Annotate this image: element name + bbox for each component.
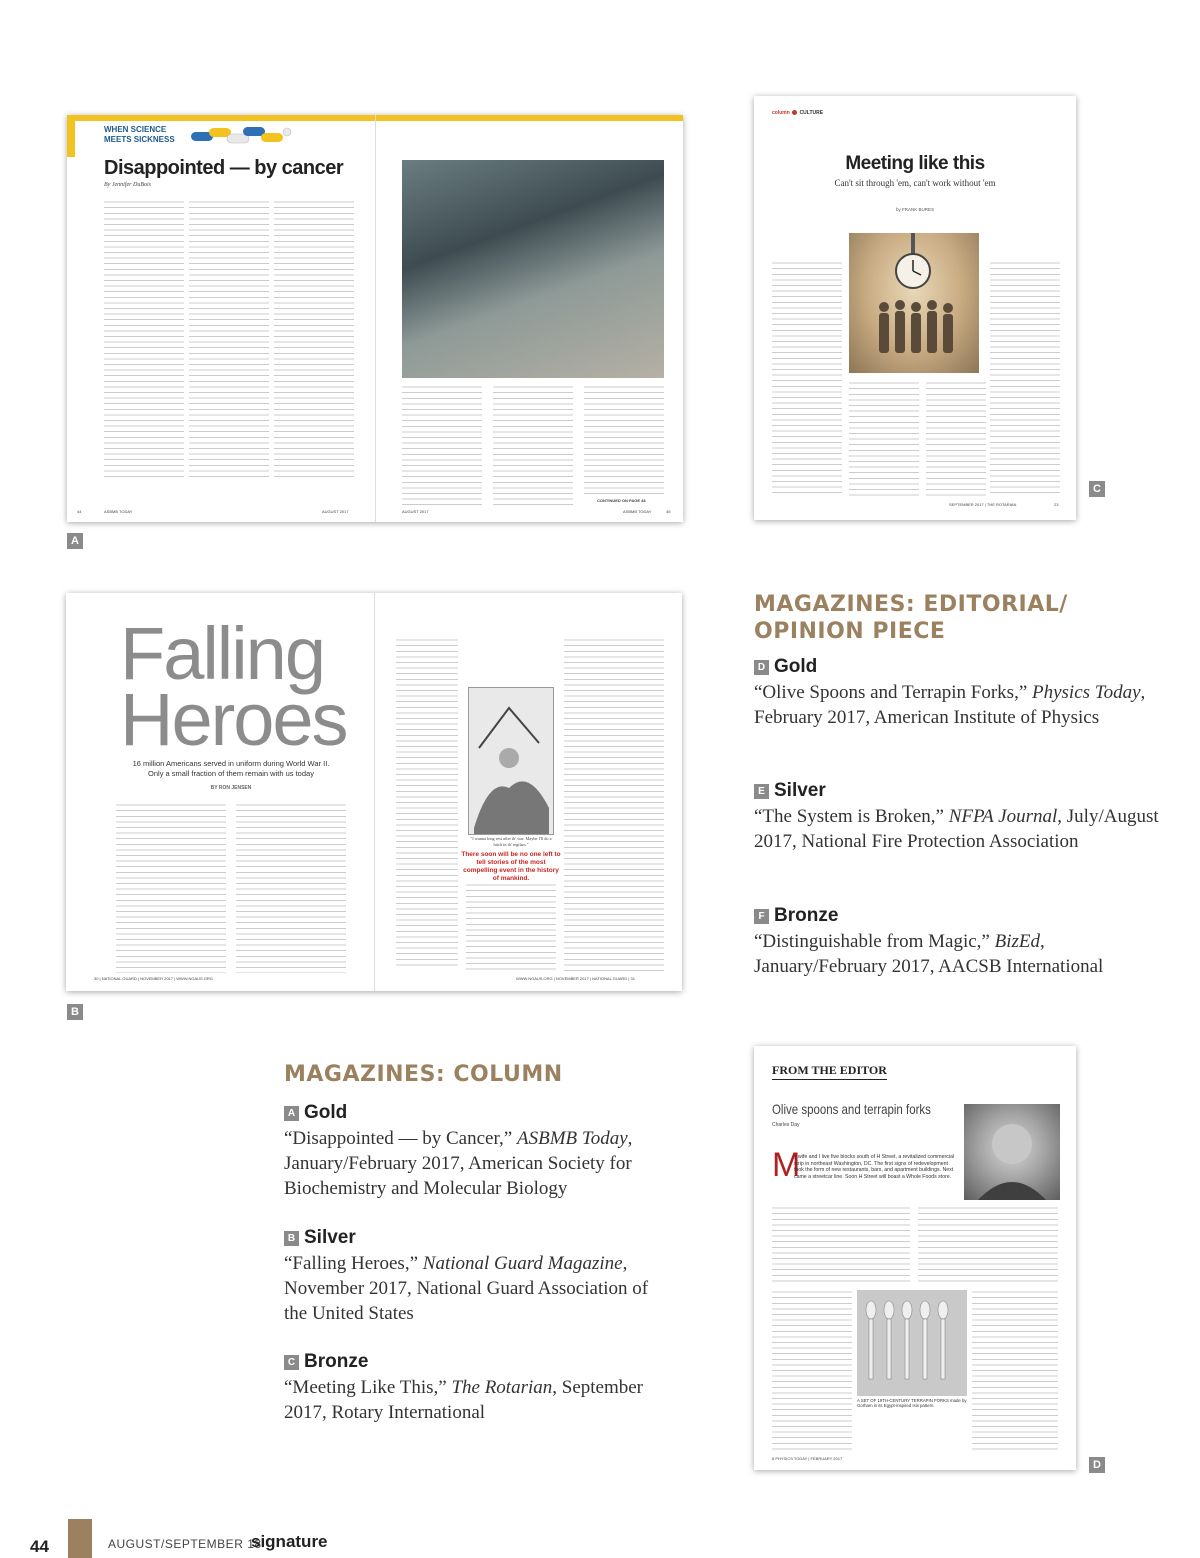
award-level: Gold — [774, 656, 818, 677]
section-head: FROM THE EDITOR — [772, 1063, 887, 1080]
rubric-label: column — [772, 110, 790, 116]
editorial-award-silver — [754, 780, 826, 802]
body-column — [116, 803, 226, 973]
rubric — [772, 110, 823, 116]
body-column — [849, 381, 919, 496]
award-badge: D — [754, 660, 769, 675]
award-entry-title: “Olive Spoons and Terrapin Forks,” — [754, 682, 1032, 703]
page-number: 44 — [30, 1537, 49, 1556]
award-entry-details: , January/February 2017, American Society for Biochemistry and Molecular Biology — [284, 1128, 633, 1199]
spread-gutter — [375, 115, 376, 522]
award-badge: A — [284, 1106, 299, 1121]
article-title: Olive spoons and terrapin forks — [772, 1101, 931, 1117]
rubric-dot-icon — [792, 110, 797, 115]
award-entry-details: , November 2017, National Guard Association of the United States — [284, 1253, 649, 1324]
award-description — [754, 804, 1174, 854]
award-level: Gold — [304, 1102, 348, 1123]
body-column — [402, 385, 482, 505]
spread-meeting-like-this — [754, 96, 1076, 520]
author: Charles Day — [772, 1122, 800, 1128]
column-heading: MAGAZINES: COLUMN — [284, 1062, 563, 1087]
award-level: Bronze — [304, 1351, 369, 1372]
label-a: A — [67, 533, 83, 549]
folio-date-left: AUGUST 2017 — [322, 509, 349, 514]
lab-photo — [402, 160, 664, 378]
award-publication: Physics Today — [1032, 682, 1141, 703]
award-entry-title: “Distinguishable from Magic,” — [754, 931, 995, 952]
editorial-heading — [754, 591, 1068, 645]
label-d: D — [1089, 1457, 1105, 1473]
body-column — [189, 200, 269, 480]
spread-olive-spoons — [754, 1046, 1076, 1470]
kicker — [104, 125, 175, 145]
title-line-1: Falling — [120, 612, 324, 695]
award-entry-details: , September 2017, Rotary International — [284, 1377, 644, 1423]
award-entry-title: “The System is Broken,” — [754, 806, 949, 827]
article-title: Disappointed — by cancer — [104, 157, 344, 179]
folio-date-right: AUGUST 2017 — [402, 509, 429, 514]
spread-falling-heroes — [66, 593, 682, 991]
kicker-line-2: MEETS SICKNESS — [104, 135, 175, 144]
magazine-name: signature — [251, 1532, 328, 1551]
award-description — [284, 1126, 674, 1201]
subtitle-line-1: 16 million Americans served in uniform during World War II. — [132, 759, 330, 768]
article-subtitle — [116, 759, 346, 779]
body-column — [990, 261, 1060, 496]
folio-page-left: 44 — [77, 509, 82, 514]
folio-left: 30 | NATIONAL GUARD | NOVEMBER 2017 | WWW.NGAUS.ORG — [94, 976, 213, 981]
folio-mag-left: ASBMB TODAY — [104, 509, 133, 514]
award-publication: BizEd — [994, 931, 1040, 952]
body-column — [466, 883, 556, 971]
continued-line: CONTINUED ON PAGE 48 — [597, 498, 646, 503]
folio-mag: SEPTEMBER 2017 | THE ROTARIAN — [949, 502, 1017, 507]
body-column — [493, 385, 573, 505]
award-publication: The Rotarian — [451, 1377, 553, 1398]
folio-page-right: 45 — [666, 509, 671, 514]
forks-photo — [857, 1290, 967, 1396]
pull-quote: There soon will be no one left to tell stories of the most compelling event in the history of mankind. — [461, 851, 561, 882]
award-level: Silver — [774, 780, 826, 801]
award-entry-title: “Disappointed — by Cancer,” — [284, 1128, 517, 1149]
byline: By Jennifer DuBois — [104, 182, 151, 188]
folio-page: 23 — [1054, 502, 1059, 507]
title-line-2: Heroes — [120, 678, 347, 761]
body-column — [772, 261, 842, 496]
kicker-line-1: WHEN SCIENCE — [104, 125, 167, 134]
editorial-award-gold — [754, 656, 817, 678]
folio-right: WWW.NGAUS.ORG | NOVEMBER 2017 | NATIONAL GUARD | 31 — [516, 976, 635, 981]
footer-accent-bar — [68, 1519, 92, 1558]
award-description — [754, 929, 1174, 979]
editorial-heading-line-2: OPINION PIECE — [754, 619, 946, 644]
award-entry-details: , February 2017, American Institute of Physics — [754, 682, 1146, 728]
spread-gutter — [374, 593, 375, 991]
body-column — [564, 638, 664, 971]
clock-icon — [849, 233, 979, 373]
label-c: C — [1089, 481, 1105, 497]
award-badge: C — [284, 1355, 299, 1370]
column-award-bronze — [284, 1351, 368, 1373]
body-column — [918, 1206, 1058, 1286]
byline: BY RON JENSEN — [210, 785, 252, 791]
cartoon-caption: "I wanna long rest after th' war. Maybe I'll do a hitch in th' regilars." — [470, 836, 552, 847]
body-column — [772, 1290, 852, 1450]
award-badge: B — [284, 1231, 299, 1246]
editorial-award-bronze — [754, 905, 838, 927]
editorial-heading-line-1: MAGAZINES: EDITORIAL/ — [754, 592, 1068, 617]
dropcap: M — [772, 1146, 801, 1184]
award-entry-details: , January/February 2017, AACSB International — [754, 931, 1104, 977]
column-award-silver — [284, 1227, 356, 1249]
editor-portrait — [964, 1104, 1060, 1200]
body-column — [236, 803, 346, 973]
award-entry-title: “Falling Heroes,” — [284, 1253, 423, 1274]
article-subtitle: Can't sit through 'em, can't work without 'em — [834, 178, 996, 188]
cartoon-illustration — [468, 687, 554, 835]
folio-mag-right: ASBMB TODAY — [623, 509, 652, 514]
byline: by FRANK BURES — [895, 207, 934, 212]
photo-caption: A SET OF 19TH-CENTURY TERRAPIN FORKS made by Gorham in its Egypt-inspired Isis pattern. — [857, 1398, 967, 1409]
award-publication: NFPA Journal — [948, 806, 1058, 827]
award-entry-title: “Meeting Like This,” — [284, 1377, 452, 1398]
spread-disappointed-by-cancer — [67, 115, 683, 522]
award-publication: ASBMB Today — [516, 1128, 628, 1149]
body-column — [972, 1290, 1058, 1450]
award-level: Silver — [304, 1227, 356, 1248]
person-icon — [964, 1104, 1060, 1200]
article-title: Meeting like this — [845, 153, 985, 174]
award-description — [754, 680, 1174, 730]
article-title — [120, 612, 347, 761]
pills-icon — [189, 124, 295, 146]
issue-date: AUGUST/SEPTEMBER 18 — [108, 1537, 262, 1551]
award-level: Bronze — [774, 905, 839, 926]
award-badge: F — [754, 909, 769, 924]
body-column — [584, 385, 664, 495]
label-b: B — [67, 1004, 83, 1020]
award-badge: E — [754, 784, 769, 799]
award-publication: National Guard Magazine — [422, 1253, 623, 1274]
clock-illustration — [849, 233, 979, 373]
folio: 8 PHYSICS TODAY | FEBRUARY 2017 — [772, 1456, 843, 1461]
award-description — [284, 1251, 674, 1326]
body-column — [104, 200, 184, 480]
yellow-side-bar — [67, 115, 75, 157]
lede: y wife and I live five blocks south of H Street, a revitalized commercial strip in northeast Washington, DC. The first signs of redevelopment took the form of new restaurants, bars, and apartment buildings. Next came a streetcar line. Soon H Street will boast a Whole Foods store. — [794, 1154, 955, 1180]
rubric-section: CULTURE — [799, 110, 824, 116]
award-description — [284, 1375, 674, 1425]
body-column — [274, 200, 354, 480]
soldier-cartoon-icon — [469, 688, 555, 836]
body-column — [396, 638, 458, 968]
forks-icon — [857, 1290, 967, 1396]
column-award-gold — [284, 1102, 347, 1124]
award-entry-details: , July/August 2017, National Fire Protection Association — [754, 806, 1159, 852]
subtitle-line-2: Only a small fraction of them remain with us today — [148, 769, 314, 778]
body-column — [926, 381, 986, 496]
body-column — [772, 1206, 910, 1286]
